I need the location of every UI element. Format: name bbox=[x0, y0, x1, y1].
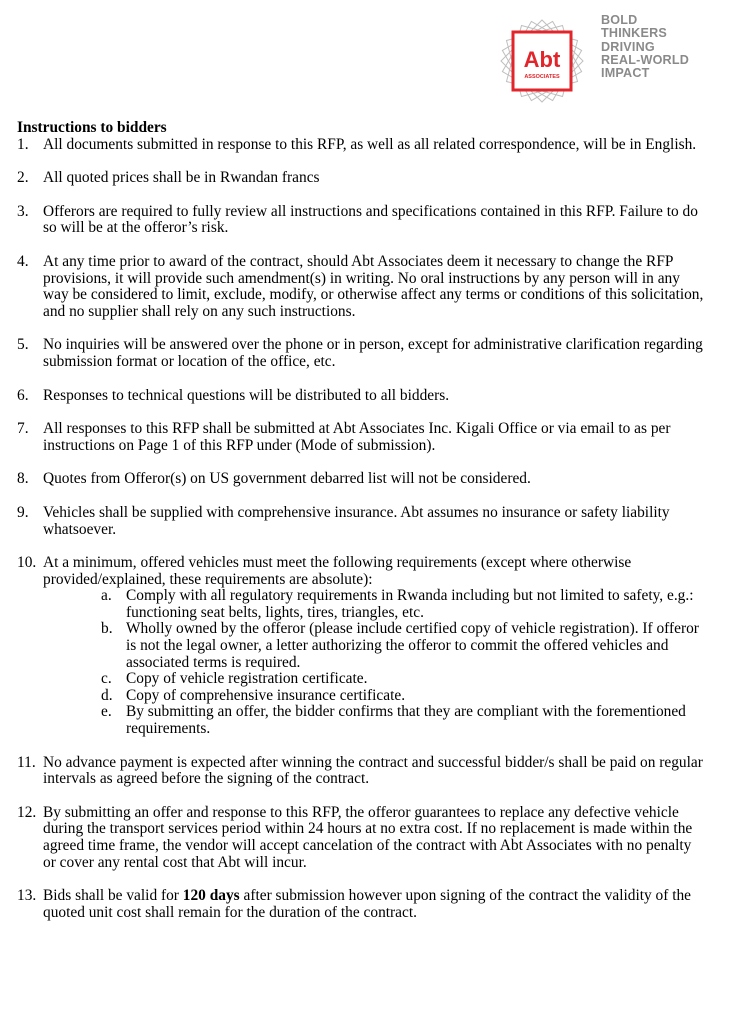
sub-item-letter: d. bbox=[101, 686, 113, 704]
item-number: 6. bbox=[17, 386, 29, 404]
abt-brand-subtext: ASSOCIATES bbox=[524, 74, 560, 80]
logo-tagline bbox=[601, 14, 689, 80]
list-item bbox=[17, 888, 707, 921]
item-text: Responses to technical questions will be distributed to all bidders. bbox=[43, 386, 450, 404]
list-item bbox=[17, 137, 707, 154]
list-item bbox=[17, 388, 707, 405]
section-heading: Instructions to bidders bbox=[17, 119, 167, 136]
sub-list-item bbox=[43, 671, 707, 688]
item-text: Quotes from Offeror(s) on US government debarred list will not be considered. bbox=[43, 470, 531, 488]
abt-brand-text: Abt bbox=[523, 47, 561, 72]
item-number: 10. bbox=[17, 554, 37, 572]
list-item bbox=[17, 204, 707, 237]
sub-item-text: Copy of vehicle registration certificate. bbox=[126, 670, 368, 688]
tagline-line: REAL-WORLD bbox=[601, 52, 690, 67]
tagline-line: IMPACT bbox=[601, 66, 650, 81]
list-item bbox=[17, 421, 707, 454]
item-text: No advance payment is expected after winning the contract and successful bidder/s shall be paid on regular intervals as agreed before the signing of the contract. bbox=[43, 753, 703, 788]
item-number: 4. bbox=[17, 252, 29, 270]
tagline-line: DRIVING bbox=[601, 39, 655, 54]
validity-period: 120 days bbox=[182, 887, 240, 905]
list-item bbox=[17, 755, 707, 788]
item-text: All documents submitted in response to this RFP, as well as all related correspondence, will be in English. bbox=[43, 135, 697, 153]
item-text-end: after submission however upon signing of the contract the validity of the quoted unit cost shall remain for the duration of the contract. bbox=[43, 887, 692, 921]
list-item bbox=[17, 254, 707, 320]
sub-item-text: Wholly owned by the offeror (please include certified copy of vehicle registration). If offeror is not the legal owner, a letter authorizing the offeror to commit the offered vehicles and associated terms is required. bbox=[126, 620, 699, 671]
item-text bbox=[43, 888, 707, 921]
sub-item-text: Copy of comprehensive insurance certificate. bbox=[126, 686, 406, 704]
list-item bbox=[17, 505, 707, 538]
item-number: 11. bbox=[17, 753, 36, 771]
item-text: At a minimum, offered vehicles must meet the following requirements (except where otherwise provided/explained, these requirements are absolute): bbox=[43, 554, 632, 588]
item-text: By submitting an offer and response to this RFP, the offeror guarantees to replace any defective vehicle during the transport services period within 24 hours at no extra cost. If no replacement is made within the agreed time frame, the vendor will accept cancelation of the contract with Abt Associates with no penalty or cover any rental cost that Abt will incur. bbox=[43, 803, 693, 871]
item-number: 9. bbox=[17, 503, 29, 521]
sub-item-letter: b. bbox=[101, 620, 113, 638]
item-text: Vehicles shall be supplied with comprehensive insurance. Abt assumes no insurance or safety liability whatsoever. bbox=[43, 503, 670, 538]
tagline-line: THINKERS bbox=[601, 26, 667, 41]
item-number: 5. bbox=[17, 336, 29, 354]
abt-logo-mark bbox=[492, 18, 602, 114]
item-text-start: Bids shall be valid for bbox=[43, 887, 183, 905]
item-number: 1. bbox=[17, 135, 29, 153]
sub-item-text: By submitting an offer, the bidder confirms that they are compliant with the forementioned requirements. bbox=[126, 703, 686, 738]
sub-item-letter: c. bbox=[101, 670, 112, 688]
item-number: 13. bbox=[17, 887, 37, 905]
list-item bbox=[17, 555, 707, 738]
item-text: No inquiries will be answered over the phone or in person, except for administrative clarification regarding submission format or location of the office, etc. bbox=[43, 336, 703, 370]
sub-item-text: Comply with all regulatory requirements in Rwanda including but not limited to safety, e.g.: functioning seat belts, lights, tires, triangles, etc. bbox=[126, 587, 694, 621]
sub-list-item bbox=[43, 704, 707, 737]
item-text: Offerors are required to fully review all instructions and specifications contained in this RFP. Failure to do so will be at the offeror’s risk. bbox=[43, 202, 698, 237]
sub-list-item bbox=[43, 688, 707, 705]
item-number: 7. bbox=[17, 420, 29, 438]
list-item bbox=[17, 805, 707, 871]
item-number: 2. bbox=[17, 169, 29, 187]
item-text: At any time prior to award of the contract, should Abt Associates deem it necessary to change the RFP provisions, it will provide such amendment(s) in writing. No oral instructions by any person will in any way be considered to limit, exclude, modify, or otherwise affect any terms or conditions of this solicitation, and no supplier shall rely on any such instructions. bbox=[43, 252, 704, 320]
list-item bbox=[17, 337, 707, 370]
item-number: 3. bbox=[17, 202, 29, 220]
item-number: 8. bbox=[17, 470, 29, 488]
sub-list-item bbox=[43, 621, 707, 671]
list-item bbox=[17, 170, 707, 187]
item-number: 12. bbox=[17, 803, 37, 821]
document-body bbox=[17, 120, 707, 921]
sub-item-letter: a. bbox=[101, 587, 112, 605]
item-text: All quoted prices shall be in Rwandan francs bbox=[43, 169, 320, 187]
item-text: All responses to this RFP shall be submitted at Abt Associates Inc. Kigali Office or via email to as per instructions on Page 1 of this RFP under (Mode of submission). bbox=[43, 420, 671, 454]
tagline-line: BOLD bbox=[601, 13, 638, 27]
sub-list-item bbox=[43, 588, 707, 621]
item-body bbox=[43, 555, 707, 738]
sub-item-letter: e. bbox=[101, 703, 112, 721]
list-item bbox=[17, 471, 707, 488]
